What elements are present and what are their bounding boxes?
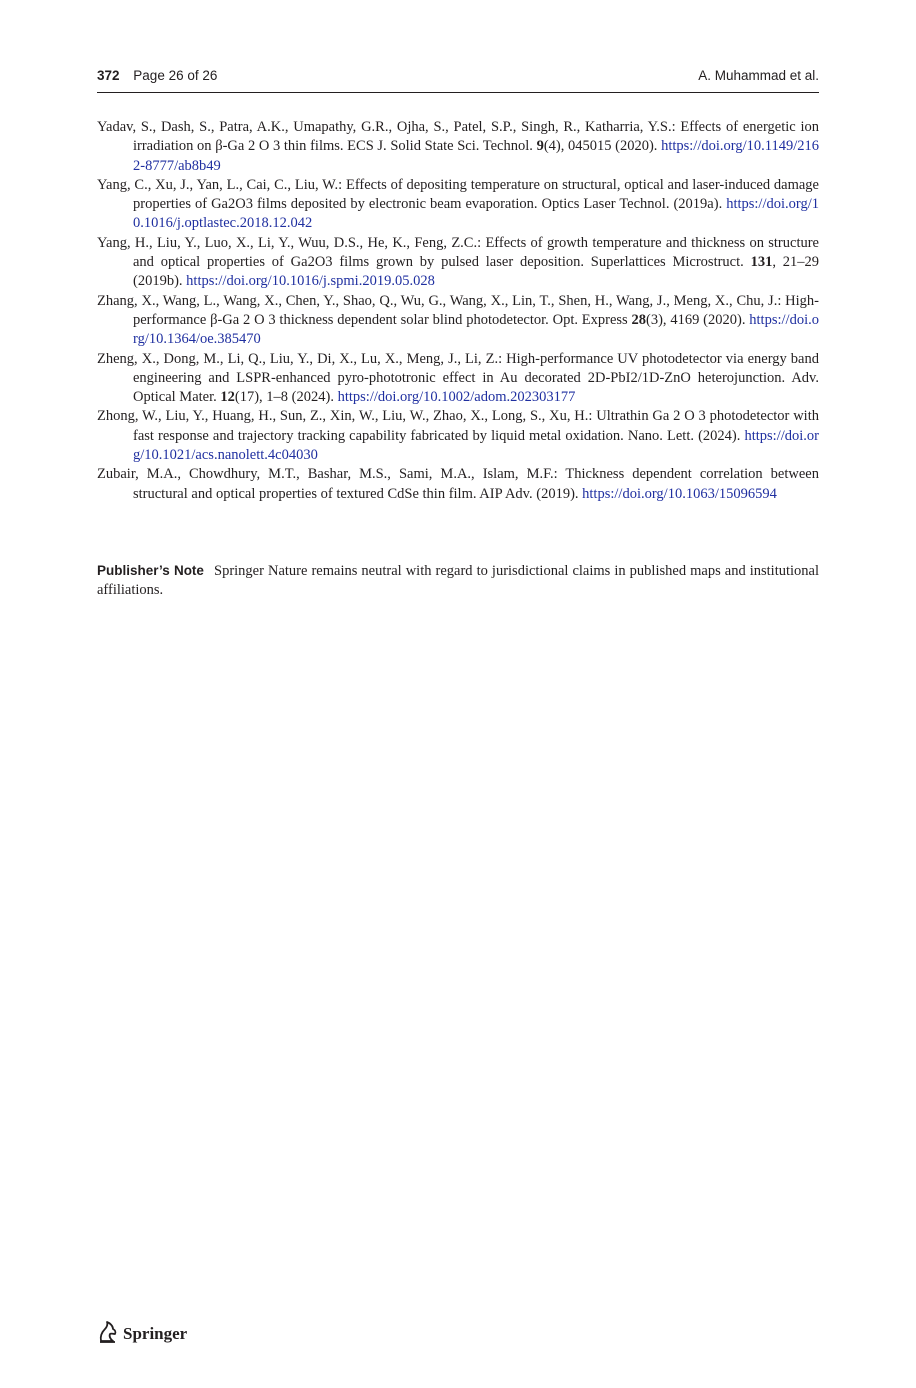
publisher-note-title: Publisher’s Note	[97, 563, 204, 578]
running-header	[97, 64, 819, 93]
doi-link[interactable]: https://doi.org/10.1016/j.optlastec.2018.12.042	[133, 196, 819, 232]
springer-logo-text: Springer	[123, 1324, 188, 1343]
doi-link[interactable]: https://doi.org/10.1149/2162-8777/ab8b49	[133, 138, 819, 174]
reference-list	[97, 118, 819, 504]
page-label: Page 26 of 26	[133, 68, 218, 83]
publisher-note	[97, 561, 819, 601]
reference-item: Zhang, X., Wang, L., Wang, X., Chen, Y., Shao, Q., Wu, G., Wang, X., Lin, T., Shen, H., Wang, J., Meng, X., Chu, J.: High-performance β-Ga 2 O 3 thickness dependent solar blind photodetector. Opt. Express 28(3), 4169 (2020). https://doi.org/10.1364/oe.385470	[97, 292, 819, 348]
reference-item: Zubair, M.A., Chowdhury, M.T., Bashar, M.S., Sami, M.A., Islam, M.F.: Thickness dependent correlation between structural and optical properties of textured CdSe thin film. AIP Adv. (2019). https://doi.org/10.1063/15096594	[97, 466, 819, 502]
reference-item: Yadav, S., Dash, S., Patra, A.K., Umapathy, G.R., Ojha, S., Patel, S.P., Singh, R., Katharria, Y.S.: Effects of energetic ion irradiation on β-Ga 2 O 3 thin films. ECS J. Solid State Sci. Technol. 9(4), 045015 (2020). https://doi.org/10.1149/2162-8777/ab8b49	[97, 119, 819, 174]
reference-item: Zhong, W., Liu, Y., Huang, H., Sun, Z., Xin, W., Liu, W., Zhao, X., Long, S., Xu, H.: Ultrathin Ga 2 O 3 photodetector with fast response and trajectory tracking capability fabricated by liquid metal oxidation. Nano. Lett. (2024). https://doi.org/10.1021/acs.nanolett.4c04030	[97, 408, 819, 464]
doi-link[interactable]: https://doi.org/10.1364/oe.385470	[133, 311, 819, 348]
doi-link[interactable]: https://doi.org/10.1002/adom.202303177	[337, 389, 576, 406]
journal-page-number: 372	[97, 68, 120, 83]
header-left	[97, 68, 217, 83]
springer-logo	[97, 1320, 187, 1348]
doi-link[interactable]: https://doi.org/10.1016/j.spmi.2019.05.028	[186, 273, 435, 290]
publisher-note-text: Springer Nature remains neutral with regard to jurisdictional claims in published maps and institutional affiliations.	[97, 563, 820, 599]
reference-item: Yang, C., Xu, J., Yan, L., Cai, C., Liu, W.: Effects of depositing temperature on structural, optical and laser-induced damage properties of Ga2O3 films deposited by electronic beam evaporation. Optics Laser Technol. (2019a). https://doi.org/10.1016/j.optlastec.2018.12.042	[97, 176, 819, 232]
header-authors: A. Muhammad et al.	[698, 68, 819, 83]
reference-item: Zheng, X., Dong, M., Li, Q., Liu, Y., Di, X., Lu, X., Meng, J., Li, Z.: High-performance UV photodetector via energy band engineering and LSPR-enhanced pyro-phototronic effect in Au decorated 2D-PbI2/1D-ZnO heterojunction. Adv. Optical Mater. 12(17), 1–8 (2024). https://doi.org/10.1002/adom.202303177	[97, 350, 819, 406]
doi-link[interactable]: https://doi.org/10.1021/acs.nanolett.4c04030	[133, 427, 819, 464]
reference-item: Yang, H., Liu, Y., Luo, X., Li, Y., Wuu, D.S., He, K., Feng, Z.C.: Effects of growth temperature and thickness on structure and optical properties of Ga2O3 films grown by pulsed laser deposition. Superlattices Microstruct. 131, 21–29 (2019b). https://doi.org/10.1016/j.spmi.2019.05.028	[97, 234, 820, 290]
springer-horse-icon	[97, 1320, 119, 1349]
doi-link[interactable]: https://doi.org/10.1063/15096594	[582, 485, 777, 502]
